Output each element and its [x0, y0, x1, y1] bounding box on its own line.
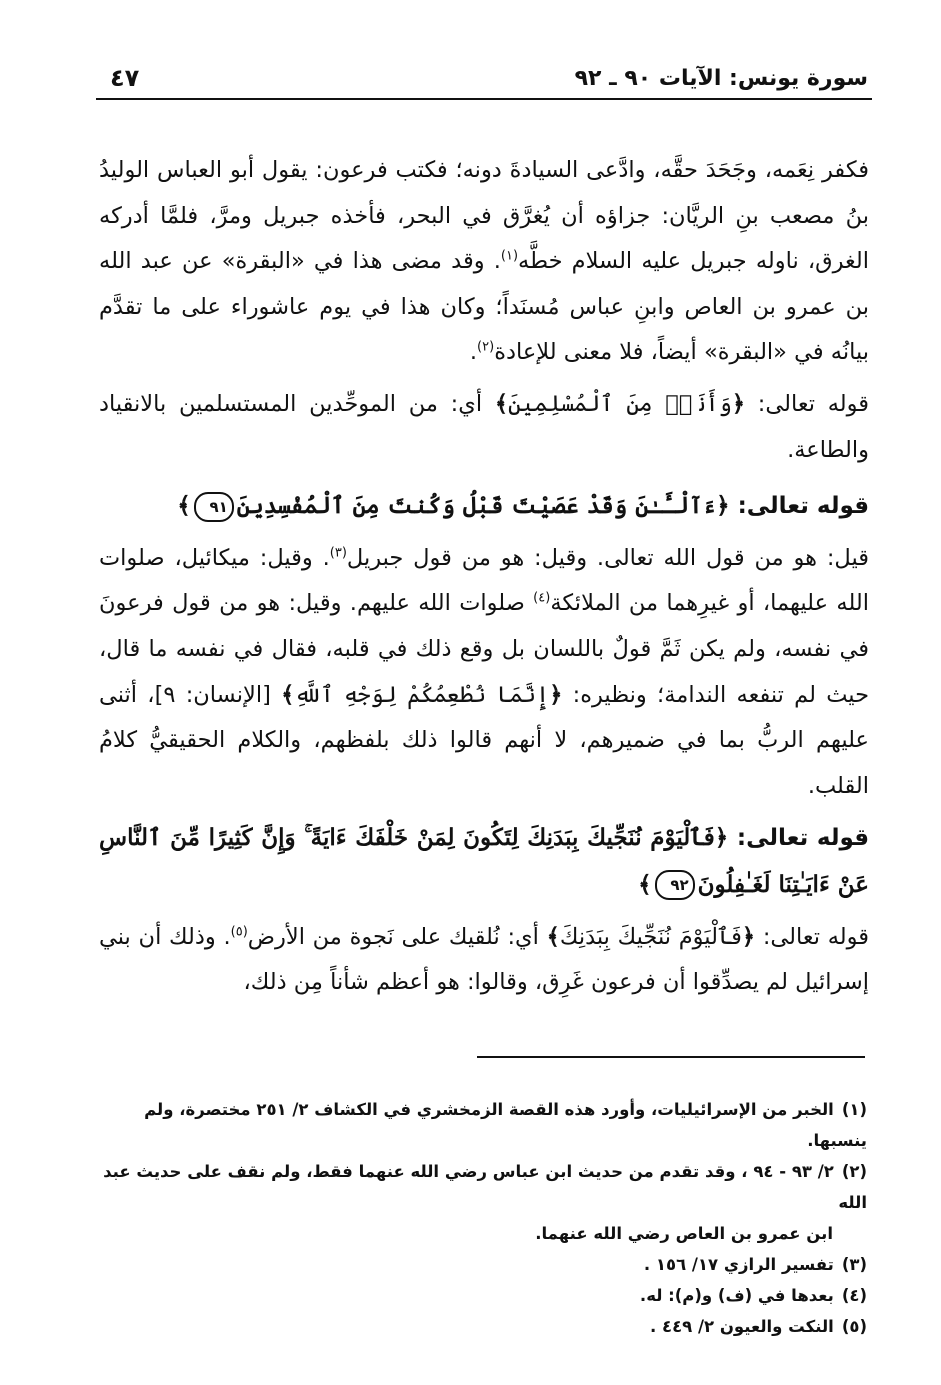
quran-open-bracket: ﴿ [731, 390, 746, 417]
surah-citation: [الإنسان: ٩] [154, 681, 282, 708]
paragraph-muslimin [99, 382, 869, 473]
footnote-number: (٥) [841, 1317, 867, 1336]
footnote-4 [99, 1280, 867, 1311]
verse-lead: قوله تعالى: [745, 390, 869, 417]
footnote-ref-5: (٥) [230, 924, 248, 939]
paragraph-text: أي: نُلقيك على نَجوة من الأرض [247, 923, 547, 950]
quran-open-bracket: ﴿ [714, 824, 729, 852]
ayah-number-marker: ٩١ [194, 492, 234, 522]
paragraph-pharaoh-story [99, 148, 869, 376]
paragraph-commentary-92 [99, 915, 869, 1006]
footnote-number: (٤) [841, 1286, 867, 1305]
running-title: سورة يونس: الآيات ٩٠ ـ ٩٢ [574, 66, 868, 91]
quran-close-bracket: ﴾ [494, 390, 509, 417]
quran-close-bracket: ﴾ [638, 870, 652, 898]
footnote-ref-4: (٤) [533, 590, 551, 606]
paragraph-text: ، أثنى عليهم الربُّ بما في ضميرهم، لا أنهم قالوا ذلك بلفظهم، والكلام الحقيقيُّ كلامُ القلب. [99, 681, 869, 799]
footnote-number: (١) [841, 1100, 867, 1119]
verse-heading-92 [99, 815, 869, 908]
page-number: ٤٧ [110, 64, 140, 92]
quran-quote: فَٱلْيَوْمَ نُنَجِّيكَ بِبَدَنِكَ [559, 923, 742, 950]
paragraph-text: . [469, 339, 478, 366]
footnote-ref-2: (٢) [477, 339, 495, 355]
footnote-text: تفسير الرازي ١٧/ ١٥٦ . [643, 1255, 834, 1274]
verse-lead: قوله تعالى: [755, 923, 870, 950]
quran-verse: فَٱلْيَوْمَ نُنَجِّيكَ بِبَدَنِكَ لِتَكُونَ لِمَنْ خَلْفَكَ ءَايَةً ۚ وَإِنَّ كَثِيرًا مِّنَ ٱلنَّاسِ عَنْ ءَايَـٰتِنَا لَغَـٰفِلُونَ [99, 824, 869, 898]
main-text [99, 148, 869, 1006]
quran-close-bracket: ﴾ [177, 492, 191, 520]
footnote-text: ابن عمرو بن العاص رضي الله عنهما. [535, 1224, 833, 1243]
verse-lead: قوله تعالى: [729, 493, 869, 520]
footnote-number: (٣) [841, 1255, 867, 1274]
footnote-text: النكت والعيون ٢/ ٤٤٩ . [650, 1317, 834, 1336]
verse-heading-91 [99, 483, 869, 530]
quran-close-bracket: ﴾ [281, 681, 295, 708]
paragraph-text: . وقيل: ميكائيل، صلوات الله عليهما، أو غيرِهما من الملائكة [99, 544, 870, 617]
quran-open-bracket: ﴿ [741, 923, 756, 950]
paragraph-text: . وقد مضى هذا في «البقرة» عن عبد الله بن عمرو بن العاص وابنِ عباس مُسنَداً؛ وكان هذا في يوم عاشوراء على ما تقدَّم بيانُه في «البقرة» أيضاً، فلا معنى للإعادة [99, 248, 869, 366]
footnote-2 [99, 1156, 867, 1218]
footnote-number: (٢) [841, 1162, 867, 1181]
quran-quote: وَأَنَا۠ مِنَ ٱلْمُسْلِمِينَ [508, 390, 732, 417]
footnote-text: الخبر من الإسرائيليات، وأورد هذه القصة الزمخشري في الكشاف ٢/ ٢٥١ مختصرة، ولم ينسبها. [144, 1100, 867, 1150]
ayah-number-marker: ٩٢ [655, 870, 695, 900]
paragraph-text: أي: من الموحِّدين المستسلمين بالانقياد والطاعة. [99, 390, 869, 463]
footnote-3 [99, 1249, 867, 1280]
quran-quote: إِنَّمَا نُطْعِمُكُمْ لِوَجْهِ ٱللَّهِ [294, 681, 550, 708]
paragraph-text: . وذلك أن بني إسرائيل لم يصدِّقوا أن فرعون غَرِق، وقالوا: هو أعظم شأناً مِن ذلك، [99, 923, 869, 996]
paragraph-text: قيل: هو من قول الله تعالى. وقيل: هو من قول جبريل [346, 544, 869, 571]
footnote-text: بعدها في (ف) و(م): له. [639, 1286, 834, 1305]
quran-verse: ءَآلْـَٔـٰنَ وَقَدْ عَصَيْتَ قَبْلُ وَكُنتَ مِنَ ٱلْمُفْسِدِينَ [236, 492, 717, 520]
quran-open-bracket: ﴿ [549, 681, 563, 708]
footnote-ref-1: (١) [500, 248, 519, 264]
footnote-5 [99, 1311, 867, 1342]
footnote-ref-3: (٣) [329, 545, 347, 561]
quran-close-bracket: ﴾ [546, 923, 560, 950]
footnote-separator [477, 1056, 865, 1058]
paragraph-commentary-91 [99, 536, 869, 810]
quran-open-bracket: ﴿ [716, 492, 730, 520]
page-header [96, 62, 872, 100]
footnote-1 [99, 1094, 867, 1156]
footnote-text: ٢/ ٩٣ - ٩٤ ، وقد تقدم من حديث ابن عباس رضي الله عنهما فقط، ولم نقف على حديث عبد الله [103, 1162, 867, 1212]
footnote-2-continuation [99, 1218, 867, 1249]
footnotes [99, 1094, 867, 1342]
paragraph-text: فكفر نِعَمه، وجَحَدَ حقَّه، وادَّعى السيادةَ دونه؛ فكتب فرعون: يقول أبو العباس الوليدُ بنُ مصعب بنِ الريَّان: جزاؤه أن يُغرَّق في البحر، فأخذه جبريل ومرَّ، فلمَّا أدركه الغرق، ناوله جبريل عليه السلام خطَّه [99, 157, 869, 275]
verse-lead: قوله تعالى: [728, 825, 869, 852]
paragraph-text: صلوات الله عليهم. وقيل: هو من قول فرعونَ في نفسه، ولم يكن ثَمَّ قولٌ باللسان بل وقع ذلك في قلبه، فقال في نفسه ما قال، حيث لم تنفعه الندامة؛ ونظيره: [99, 590, 870, 708]
